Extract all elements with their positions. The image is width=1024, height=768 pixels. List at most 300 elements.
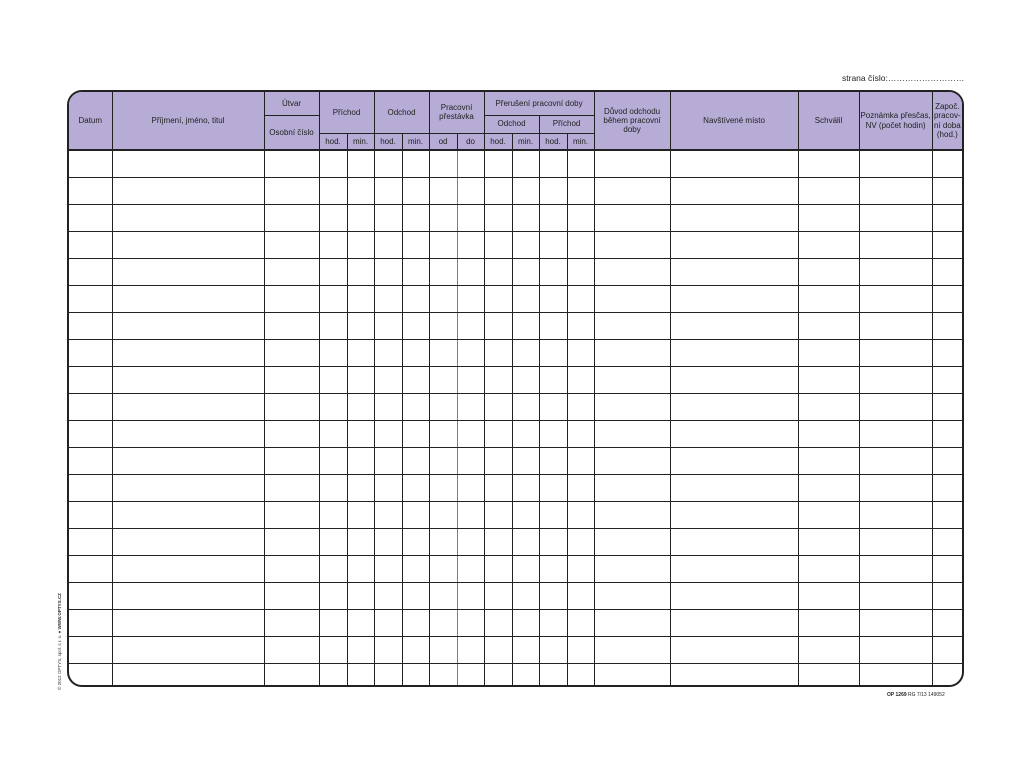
cell-prichod-hod[interactable] — [319, 313, 347, 340]
cell-prestavka-do[interactable] — [457, 637, 484, 664]
cell-schvalil[interactable] — [798, 664, 859, 688]
cell-name[interactable] — [112, 150, 264, 178]
cell-odchod-hod[interactable] — [374, 637, 402, 664]
cell-prestavka-do[interactable] — [457, 340, 484, 367]
cell-odchod-hod[interactable] — [374, 421, 402, 448]
cell-utvar[interactable] — [264, 205, 319, 232]
cell-prestavka-od[interactable] — [429, 178, 457, 205]
cell-utvar[interactable] — [264, 421, 319, 448]
cell-name[interactable] — [112, 502, 264, 529]
cell-preruseni-odchod-hod[interactable] — [484, 637, 512, 664]
cell-preruseni-prichod-min[interactable] — [567, 502, 594, 529]
cell-prichod-hod[interactable] — [319, 259, 347, 286]
cell-odchod-hod[interactable] — [374, 205, 402, 232]
cell-datum[interactable] — [69, 502, 112, 529]
cell-odchod-hod[interactable] — [374, 367, 402, 394]
cell-utvar[interactable] — [264, 286, 319, 313]
cell-prichod-hod[interactable] — [319, 583, 347, 610]
cell-odchod-hod[interactable] — [374, 502, 402, 529]
cell-zapoc[interactable] — [932, 421, 962, 448]
cell-prichod-hod[interactable] — [319, 421, 347, 448]
cell-zapoc[interactable] — [932, 394, 962, 421]
cell-prestavka-do[interactable] — [457, 232, 484, 259]
cell-preruseni-prichod-hod[interactable] — [539, 475, 567, 502]
cell-prichod-min[interactable] — [347, 394, 374, 421]
cell-preruseni-prichod-min[interactable] — [567, 421, 594, 448]
cell-prichod-min[interactable] — [347, 421, 374, 448]
cell-prestavka-od[interactable] — [429, 502, 457, 529]
cell-misto[interactable] — [670, 448, 798, 475]
cell-prestavka-do[interactable] — [457, 664, 484, 688]
cell-zapoc[interactable] — [932, 637, 962, 664]
cell-preruseni-odchod-min[interactable] — [512, 259, 539, 286]
cell-preruseni-odchod-min[interactable] — [512, 205, 539, 232]
cell-preruseni-odchod-min[interactable] — [512, 448, 539, 475]
cell-prestavka-do[interactable] — [457, 259, 484, 286]
cell-prestavka-od[interactable] — [429, 448, 457, 475]
cell-preruseni-odchod-min[interactable] — [512, 394, 539, 421]
cell-prestavka-od[interactable] — [429, 529, 457, 556]
cell-prichod-min[interactable] — [347, 340, 374, 367]
cell-odchod-hod[interactable] — [374, 556, 402, 583]
cell-prestavka-od[interactable] — [429, 556, 457, 583]
cell-prichod-min[interactable] — [347, 583, 374, 610]
cell-prestavka-do[interactable] — [457, 448, 484, 475]
cell-datum[interactable] — [69, 232, 112, 259]
cell-duvod[interactable] — [594, 421, 670, 448]
cell-poznamka[interactable] — [859, 205, 932, 232]
cell-prichod-min[interactable] — [347, 448, 374, 475]
cell-prichod-min[interactable] — [347, 286, 374, 313]
cell-odchod-min[interactable] — [402, 232, 429, 259]
cell-odchod-min[interactable] — [402, 205, 429, 232]
cell-duvod[interactable] — [594, 259, 670, 286]
cell-preruseni-odchod-min[interactable] — [512, 556, 539, 583]
cell-name[interactable] — [112, 448, 264, 475]
cell-datum[interactable] — [69, 529, 112, 556]
cell-schvalil[interactable] — [798, 259, 859, 286]
cell-zapoc[interactable] — [932, 205, 962, 232]
cell-poznamka[interactable] — [859, 502, 932, 529]
cell-odchod-min[interactable] — [402, 637, 429, 664]
cell-zapoc[interactable] — [932, 178, 962, 205]
cell-duvod[interactable] — [594, 556, 670, 583]
cell-name[interactable] — [112, 259, 264, 286]
cell-preruseni-odchod-min[interactable] — [512, 502, 539, 529]
cell-preruseni-odchod-hod[interactable] — [484, 178, 512, 205]
cell-prestavka-do[interactable] — [457, 286, 484, 313]
cell-odchod-hod[interactable] — [374, 178, 402, 205]
cell-preruseni-prichod-hod[interactable] — [539, 664, 567, 688]
cell-utvar[interactable] — [264, 367, 319, 394]
cell-datum[interactable] — [69, 421, 112, 448]
cell-odchod-hod[interactable] — [374, 529, 402, 556]
cell-misto[interactable] — [670, 583, 798, 610]
cell-schvalil[interactable] — [798, 150, 859, 178]
cell-prestavka-do[interactable] — [457, 502, 484, 529]
cell-misto[interactable] — [670, 286, 798, 313]
cell-prestavka-od[interactable] — [429, 340, 457, 367]
cell-duvod[interactable] — [594, 637, 670, 664]
cell-prichod-min[interactable] — [347, 259, 374, 286]
cell-schvalil[interactable] — [798, 205, 859, 232]
cell-misto[interactable] — [670, 610, 798, 637]
cell-preruseni-odchod-hod[interactable] — [484, 610, 512, 637]
cell-prichod-hod[interactable] — [319, 448, 347, 475]
cell-poznamka[interactable] — [859, 150, 932, 178]
cell-poznamka[interactable] — [859, 313, 932, 340]
cell-poznamka[interactable] — [859, 529, 932, 556]
cell-name[interactable] — [112, 664, 264, 688]
cell-duvod[interactable] — [594, 340, 670, 367]
cell-preruseni-odchod-hod[interactable] — [484, 502, 512, 529]
cell-odchod-hod[interactable] — [374, 475, 402, 502]
cell-odchod-min[interactable] — [402, 529, 429, 556]
cell-prestavka-do[interactable] — [457, 178, 484, 205]
cell-preruseni-prichod-hod[interactable] — [539, 313, 567, 340]
cell-misto[interactable] — [670, 232, 798, 259]
cell-datum[interactable] — [69, 178, 112, 205]
cell-zapoc[interactable] — [932, 475, 962, 502]
cell-preruseni-odchod-hod[interactable] — [484, 556, 512, 583]
cell-name[interactable] — [112, 367, 264, 394]
cell-prestavka-do[interactable] — [457, 556, 484, 583]
cell-prichod-min[interactable] — [347, 205, 374, 232]
cell-prestavka-od[interactable] — [429, 421, 457, 448]
cell-prichod-hod[interactable] — [319, 150, 347, 178]
cell-zapoc[interactable] — [932, 340, 962, 367]
cell-prestavka-do[interactable] — [457, 394, 484, 421]
cell-misto[interactable] — [670, 340, 798, 367]
cell-prichod-min[interactable] — [347, 232, 374, 259]
cell-preruseni-prichod-hod[interactable] — [539, 340, 567, 367]
cell-schvalil[interactable] — [798, 286, 859, 313]
cell-preruseni-prichod-hod[interactable] — [539, 178, 567, 205]
cell-duvod[interactable] — [594, 205, 670, 232]
cell-odchod-hod[interactable] — [374, 448, 402, 475]
cell-prestavka-do[interactable] — [457, 583, 484, 610]
cell-name[interactable] — [112, 556, 264, 583]
cell-preruseni-prichod-min[interactable] — [567, 178, 594, 205]
cell-poznamka[interactable] — [859, 340, 932, 367]
cell-preruseni-odchod-hod[interactable] — [484, 529, 512, 556]
cell-preruseni-prichod-min[interactable] — [567, 556, 594, 583]
cell-datum[interactable] — [69, 150, 112, 178]
cell-duvod[interactable] — [594, 475, 670, 502]
cell-prestavka-od[interactable] — [429, 259, 457, 286]
cell-preruseni-prichod-min[interactable] — [567, 313, 594, 340]
cell-prichod-hod[interactable] — [319, 556, 347, 583]
cell-odchod-min[interactable] — [402, 313, 429, 340]
cell-utvar[interactable] — [264, 502, 319, 529]
cell-preruseni-prichod-min[interactable] — [567, 232, 594, 259]
cell-preruseni-prichod-hod[interactable] — [539, 583, 567, 610]
cell-name[interactable] — [112, 637, 264, 664]
cell-preruseni-odchod-hod[interactable] — [484, 313, 512, 340]
cell-odchod-min[interactable] — [402, 448, 429, 475]
cell-schvalil[interactable] — [798, 367, 859, 394]
cell-odchod-hod[interactable] — [374, 259, 402, 286]
cell-poznamka[interactable] — [859, 610, 932, 637]
cell-preruseni-odchod-min[interactable] — [512, 286, 539, 313]
cell-schvalil[interactable] — [798, 421, 859, 448]
cell-prestavka-do[interactable] — [457, 475, 484, 502]
cell-prestavka-od[interactable] — [429, 394, 457, 421]
cell-preruseni-odchod-hod[interactable] — [484, 286, 512, 313]
cell-preruseni-odchod-hod[interactable] — [484, 367, 512, 394]
cell-utvar[interactable] — [264, 259, 319, 286]
cell-preruseni-odchod-hod[interactable] — [484, 664, 512, 688]
cell-zapoc[interactable] — [932, 448, 962, 475]
cell-utvar[interactable] — [264, 556, 319, 583]
cell-misto[interactable] — [670, 475, 798, 502]
cell-prichod-hod[interactable] — [319, 610, 347, 637]
cell-preruseni-odchod-hod[interactable] — [484, 259, 512, 286]
cell-name[interactable] — [112, 421, 264, 448]
cell-datum[interactable] — [69, 313, 112, 340]
cell-prestavka-do[interactable] — [457, 529, 484, 556]
cell-prestavka-od[interactable] — [429, 232, 457, 259]
cell-utvar[interactable] — [264, 475, 319, 502]
cell-zapoc[interactable] — [932, 313, 962, 340]
cell-name[interactable] — [112, 475, 264, 502]
cell-schvalil[interactable] — [798, 529, 859, 556]
cell-schvalil[interactable] — [798, 475, 859, 502]
cell-utvar[interactable] — [264, 637, 319, 664]
cell-preruseni-odchod-hod[interactable] — [484, 421, 512, 448]
cell-preruseni-prichod-min[interactable] — [567, 367, 594, 394]
cell-prestavka-do[interactable] — [457, 367, 484, 394]
cell-prestavka-od[interactable] — [429, 664, 457, 688]
cell-name[interactable] — [112, 313, 264, 340]
cell-preruseni-prichod-min[interactable] — [567, 637, 594, 664]
cell-preruseni-prichod-min[interactable] — [567, 286, 594, 313]
cell-preruseni-odchod-min[interactable] — [512, 178, 539, 205]
cell-preruseni-odchod-min[interactable] — [512, 475, 539, 502]
cell-preruseni-prichod-min[interactable] — [567, 529, 594, 556]
cell-prestavka-do[interactable] — [457, 205, 484, 232]
cell-duvod[interactable] — [594, 150, 670, 178]
cell-prichod-hod[interactable] — [319, 286, 347, 313]
cell-preruseni-odchod-min[interactable] — [512, 150, 539, 178]
cell-preruseni-prichod-hod[interactable] — [539, 610, 567, 637]
cell-misto[interactable] — [670, 178, 798, 205]
cell-preruseni-odchod-min[interactable] — [512, 313, 539, 340]
cell-utvar[interactable] — [264, 583, 319, 610]
cell-zapoc[interactable] — [932, 529, 962, 556]
cell-poznamka[interactable] — [859, 367, 932, 394]
cell-prichod-hod[interactable] — [319, 475, 347, 502]
cell-prichod-hod[interactable] — [319, 232, 347, 259]
cell-zapoc[interactable] — [932, 367, 962, 394]
cell-odchod-min[interactable] — [402, 340, 429, 367]
cell-prichod-hod[interactable] — [319, 340, 347, 367]
cell-preruseni-prichod-hod[interactable] — [539, 286, 567, 313]
cell-prichod-min[interactable] — [347, 529, 374, 556]
cell-prichod-hod[interactable] — [319, 367, 347, 394]
cell-preruseni-odchod-hod[interactable] — [484, 205, 512, 232]
cell-misto[interactable] — [670, 205, 798, 232]
cell-misto[interactable] — [670, 502, 798, 529]
cell-odchod-min[interactable] — [402, 502, 429, 529]
cell-prestavka-od[interactable] — [429, 286, 457, 313]
cell-preruseni-prichod-min[interactable] — [567, 475, 594, 502]
cell-datum[interactable] — [69, 340, 112, 367]
cell-zapoc[interactable] — [932, 664, 962, 688]
cell-preruseni-prichod-hod[interactable] — [539, 448, 567, 475]
cell-datum[interactable] — [69, 448, 112, 475]
cell-prestavka-do[interactable] — [457, 421, 484, 448]
cell-utvar[interactable] — [264, 448, 319, 475]
cell-zapoc[interactable] — [932, 259, 962, 286]
cell-prichod-min[interactable] — [347, 178, 374, 205]
cell-prichod-hod[interactable] — [319, 178, 347, 205]
cell-duvod[interactable] — [594, 286, 670, 313]
cell-prichod-min[interactable] — [347, 610, 374, 637]
cell-utvar[interactable] — [264, 150, 319, 178]
cell-prestavka-od[interactable] — [429, 205, 457, 232]
cell-preruseni-prichod-min[interactable] — [567, 205, 594, 232]
cell-datum[interactable] — [69, 394, 112, 421]
cell-preruseni-prichod-hod[interactable] — [539, 367, 567, 394]
cell-datum[interactable] — [69, 205, 112, 232]
cell-utvar[interactable] — [264, 340, 319, 367]
cell-preruseni-prichod-min[interactable] — [567, 259, 594, 286]
cell-zapoc[interactable] — [932, 286, 962, 313]
cell-datum[interactable] — [69, 664, 112, 688]
cell-preruseni-odchod-hod[interactable] — [484, 150, 512, 178]
cell-zapoc[interactable] — [932, 583, 962, 610]
cell-poznamka[interactable] — [859, 664, 932, 688]
cell-prestavka-od[interactable] — [429, 313, 457, 340]
cell-schvalil[interactable] — [798, 178, 859, 205]
cell-poznamka[interactable] — [859, 259, 932, 286]
cell-preruseni-odchod-min[interactable] — [512, 610, 539, 637]
cell-utvar[interactable] — [264, 610, 319, 637]
cell-datum[interactable] — [69, 259, 112, 286]
cell-preruseni-prichod-hod[interactable] — [539, 556, 567, 583]
cell-poznamka[interactable] — [859, 394, 932, 421]
cell-preruseni-odchod-min[interactable] — [512, 340, 539, 367]
cell-name[interactable] — [112, 583, 264, 610]
cell-misto[interactable] — [670, 367, 798, 394]
cell-prestavka-do[interactable] — [457, 610, 484, 637]
cell-preruseni-odchod-min[interactable] — [512, 583, 539, 610]
cell-schvalil[interactable] — [798, 583, 859, 610]
cell-datum[interactable] — [69, 637, 112, 664]
cell-zapoc[interactable] — [932, 150, 962, 178]
cell-schvalil[interactable] — [798, 340, 859, 367]
cell-odchod-hod[interactable] — [374, 313, 402, 340]
cell-poznamka[interactable] — [859, 448, 932, 475]
cell-zapoc[interactable] — [932, 556, 962, 583]
cell-poznamka[interactable] — [859, 421, 932, 448]
cell-prestavka-od[interactable] — [429, 367, 457, 394]
cell-preruseni-prichod-hod[interactable] — [539, 502, 567, 529]
cell-preruseni-odchod-min[interactable] — [512, 367, 539, 394]
cell-preruseni-prichod-min[interactable] — [567, 340, 594, 367]
cell-name[interactable] — [112, 178, 264, 205]
cell-datum[interactable] — [69, 367, 112, 394]
cell-odchod-min[interactable] — [402, 178, 429, 205]
cell-misto[interactable] — [670, 421, 798, 448]
cell-name[interactable] — [112, 286, 264, 313]
cell-utvar[interactable] — [264, 529, 319, 556]
cell-datum[interactable] — [69, 556, 112, 583]
cell-preruseni-prichod-min[interactable] — [567, 448, 594, 475]
cell-utvar[interactable] — [264, 313, 319, 340]
cell-preruseni-odchod-min[interactable] — [512, 232, 539, 259]
cell-preruseni-prichod-hod[interactable] — [539, 232, 567, 259]
cell-poznamka[interactable] — [859, 583, 932, 610]
cell-preruseni-prichod-hod[interactable] — [539, 637, 567, 664]
cell-odchod-hod[interactable] — [374, 340, 402, 367]
cell-preruseni-odchod-hod[interactable] — [484, 340, 512, 367]
cell-duvod[interactable] — [594, 664, 670, 688]
cell-preruseni-prichod-min[interactable] — [567, 150, 594, 178]
cell-prestavka-od[interactable] — [429, 150, 457, 178]
cell-odchod-min[interactable] — [402, 286, 429, 313]
cell-preruseni-prichod-min[interactable] — [567, 610, 594, 637]
cell-odchod-min[interactable] — [402, 556, 429, 583]
cell-misto[interactable] — [670, 529, 798, 556]
cell-poznamka[interactable] — [859, 286, 932, 313]
cell-odchod-min[interactable] — [402, 259, 429, 286]
cell-preruseni-odchod-min[interactable] — [512, 421, 539, 448]
cell-odchod-min[interactable] — [402, 150, 429, 178]
cell-name[interactable] — [112, 232, 264, 259]
cell-name[interactable] — [112, 529, 264, 556]
cell-name[interactable] — [112, 205, 264, 232]
cell-zapoc[interactable] — [932, 610, 962, 637]
cell-utvar[interactable] — [264, 664, 319, 688]
cell-preruseni-odchod-hod[interactable] — [484, 475, 512, 502]
cell-prichod-min[interactable] — [347, 367, 374, 394]
cell-duvod[interactable] — [594, 502, 670, 529]
cell-preruseni-odchod-min[interactable] — [512, 664, 539, 688]
cell-misto[interactable] — [670, 150, 798, 178]
cell-poznamka[interactable] — [859, 637, 932, 664]
cell-prestavka-od[interactable] — [429, 637, 457, 664]
cell-odchod-hod[interactable] — [374, 394, 402, 421]
cell-prestavka-do[interactable] — [457, 150, 484, 178]
cell-misto[interactable] — [670, 664, 798, 688]
cell-duvod[interactable] — [594, 529, 670, 556]
cell-odchod-hod[interactable] — [374, 286, 402, 313]
cell-zapoc[interactable] — [932, 502, 962, 529]
cell-poznamka[interactable] — [859, 178, 932, 205]
cell-odchod-min[interactable] — [402, 367, 429, 394]
cell-duvod[interactable] — [594, 394, 670, 421]
cell-prichod-min[interactable] — [347, 150, 374, 178]
cell-schvalil[interactable] — [798, 556, 859, 583]
cell-schvalil[interactable] — [798, 637, 859, 664]
cell-odchod-hod[interactable] — [374, 150, 402, 178]
cell-schvalil[interactable] — [798, 502, 859, 529]
cell-odchod-min[interactable] — [402, 475, 429, 502]
cell-name[interactable] — [112, 340, 264, 367]
cell-odchod-hod[interactable] — [374, 232, 402, 259]
cell-poznamka[interactable] — [859, 232, 932, 259]
cell-prichod-hod[interactable] — [319, 637, 347, 664]
cell-prestavka-od[interactable] — [429, 610, 457, 637]
cell-odchod-hod[interactable] — [374, 610, 402, 637]
cell-odchod-min[interactable] — [402, 664, 429, 688]
cell-preruseni-prichod-hod[interactable] — [539, 529, 567, 556]
cell-poznamka[interactable] — [859, 475, 932, 502]
cell-prichod-hod[interactable] — [319, 205, 347, 232]
cell-misto[interactable] — [670, 556, 798, 583]
